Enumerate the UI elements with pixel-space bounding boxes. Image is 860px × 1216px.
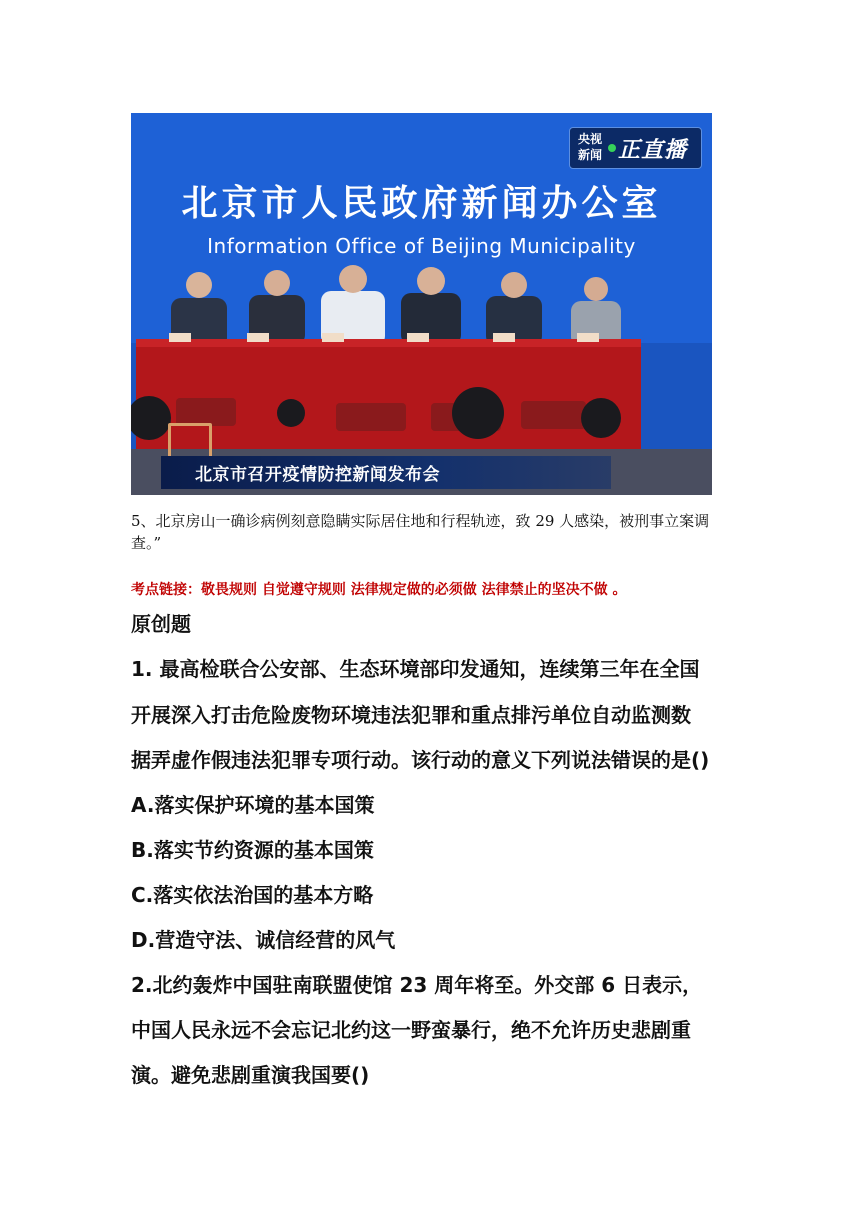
photo-scene xyxy=(131,113,712,495)
question-2-line-2: 中国人民永远不会忘记北约这一野蛮暴行，绝不允许历史悲剧重 xyxy=(131,1018,691,1042)
live-dot-icon xyxy=(608,144,616,152)
press-conference-photo xyxy=(131,113,712,495)
question-1-option-b: B.落实节约资源的基本国策 xyxy=(131,838,374,862)
logo-small-text: 央视 新闻 xyxy=(577,132,602,162)
question-1-option-d: D.营造守法、诚信经营的风气 xyxy=(131,928,396,952)
cctv-live-logo xyxy=(569,127,702,169)
question-1-line-3: 据弄虚作假违法犯罪专项行动。该行动的意义下列说法错误的是() xyxy=(131,748,710,772)
section-title: 原创题 xyxy=(131,612,191,636)
banner-english-title: Information Office of Beijing Municipality xyxy=(207,234,636,258)
question-1-line-2: 开展深入打击危险废物环境违法犯罪和重点排污单位自动监测数 xyxy=(131,703,691,727)
question-1-option-c: C.落实依法治国的基本方略 xyxy=(131,883,374,907)
question-1-line-1: 1. 最高检联合公安部、生态环境部印发通知，连续第三年在全国 xyxy=(131,657,700,681)
photo-caption: 北京市召开疫情防控新闻发布会 xyxy=(195,465,440,485)
logo-big-text: 正直播 xyxy=(618,138,688,163)
news-paragraph: 5、北京房山一确诊病例刻意隐瞒实际居住地和行程轨迹，致 29 人感染，被刑事立案调查。” xyxy=(131,512,710,552)
question-2-line-3: 演。避免悲剧重演我国要() xyxy=(131,1063,370,1087)
banner-chinese-title: 北京市人民政府新闻办公室 xyxy=(181,183,662,224)
key-point-link: 考点链接：敬畏规则 自觉遵守规则 法律规定做的必须做 法律禁止的坚决不做 。 xyxy=(131,582,627,598)
question-2-line-1: 2.北约轰炸中国驻南联盟使馆 23 周年将至。外交部 6 日表示， xyxy=(131,973,703,997)
question-1-option-a: A.落实保护环境的基本国策 xyxy=(131,793,375,817)
